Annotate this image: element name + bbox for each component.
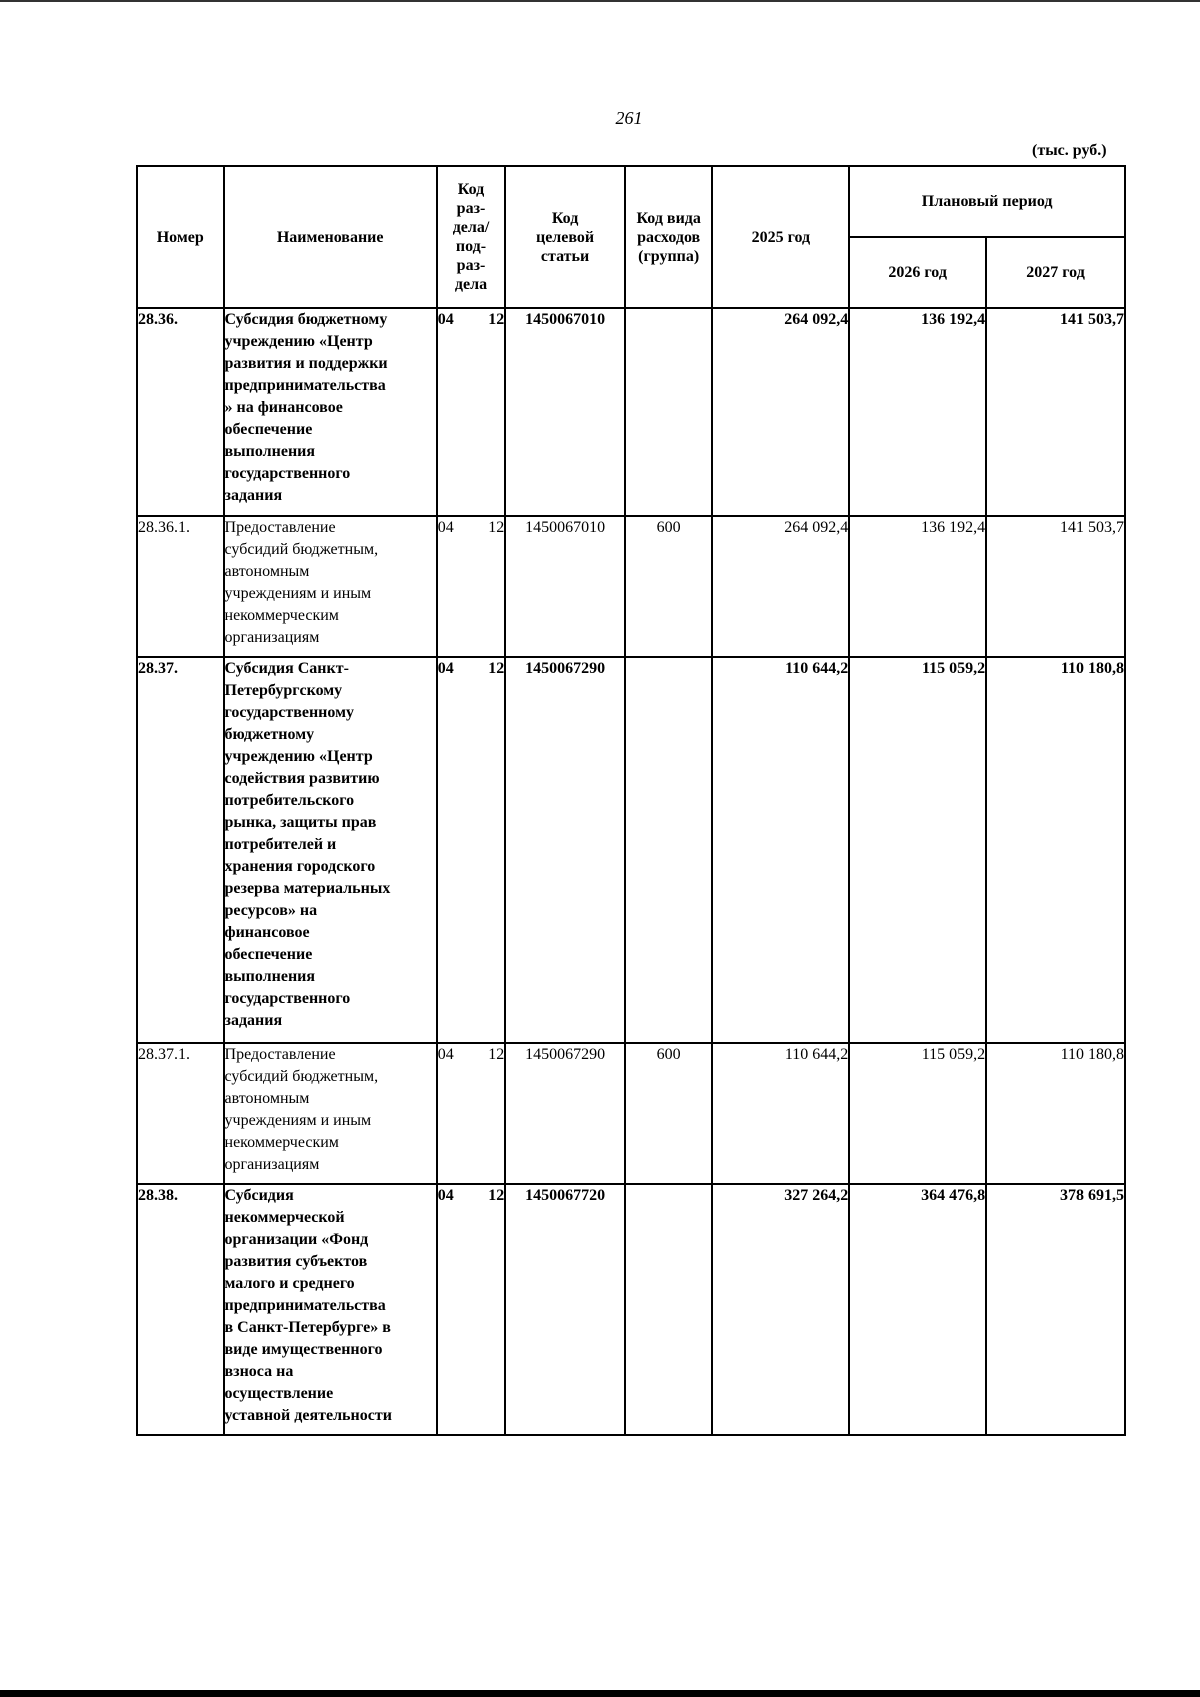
table-body [137, 308, 1125, 1435]
row-expense-kind [625, 657, 713, 1043]
row-amount-2026: 364 476,8 [849, 1184, 986, 1435]
scan-edge-top [0, 0, 1200, 2]
row-amount-2025: 264 092,4 [712, 308, 849, 516]
row-section-code [437, 516, 505, 657]
row-subsection: 12 [488, 311, 505, 328]
scan-edge-bottom [0, 1690, 1200, 1697]
row-name [224, 657, 437, 1043]
row-amount-2025: 110 644,2 [712, 1043, 849, 1184]
row-expense-kind [625, 1184, 713, 1435]
row-number: 28.37. [137, 657, 224, 1043]
row-target-code: 1450067290 [505, 657, 625, 1043]
header-year-2026: 2026 год [849, 237, 986, 308]
header-expense-kind: Код вида расходов (группа) [625, 166, 713, 308]
row-amount-2027: 141 503,7 [986, 308, 1125, 516]
page-number: 261 [615, 108, 643, 128]
row-amount-2027: 378 691,5 [986, 1184, 1125, 1435]
header-name: Наименование [224, 166, 437, 308]
row-subsection: 12 [488, 1046, 505, 1063]
table-row [137, 308, 1125, 516]
row-amount-2027: 141 503,7 [986, 516, 1125, 657]
row-amount-2027: 110 180,8 [986, 657, 1125, 1043]
row-amount-2025: 264 092,4 [712, 516, 849, 657]
table-row [137, 657, 1125, 1043]
row-number: 28.36.1. [137, 516, 224, 657]
row-subsection: 12 [488, 660, 505, 677]
row-name [224, 308, 437, 516]
header-section-code: Код раз- дела/ под- раз- дела [437, 166, 505, 308]
row-expense-kind [625, 308, 713, 516]
row-target-code: 1450067290 [505, 1043, 625, 1184]
row-target-code: 1450067010 [505, 308, 625, 516]
table-header [137, 166, 1125, 308]
row-section-code [437, 1043, 505, 1184]
row-section: 04 [437, 519, 454, 536]
header-target-code: Код целевой статьи [505, 166, 625, 308]
row-expense-kind: 600 [625, 1043, 713, 1184]
row-amount-2025: 110 644,2 [712, 657, 849, 1043]
units-label: (тыс. руб.) [1032, 142, 1107, 159]
budget-table [136, 165, 1126, 1436]
row-name-text: Субсидия некоммерческой организации «Фонд развития субъектов малого и среднего предпринимательства в Санкт-Петербурге» в виде имущественного взноса на осуществление уставной деятельности [224, 1187, 392, 1424]
header-number: Номер [137, 166, 224, 308]
row-name-text: Предоставление субсидий бюджетным, автономным учреждениям и иным некоммерческим организациям [224, 1046, 379, 1173]
row-amount-2027: 110 180,8 [986, 1043, 1125, 1184]
table-row [137, 1184, 1125, 1435]
row-name-text: Субсидия бюджетному учреждению «Центр развития и поддержки предпринимательства » на финансовое обеспечение выполнения государственного задания [224, 311, 388, 504]
row-section-code [437, 308, 505, 516]
row-name-text: Субсидия Санкт- Петербургскому государственному бюджетному учреждению «Центр содействия развитию потребительского рынка, защиты прав потребителей и хранения городского резерва материальных ресурсов» на финансовое обеспечение выполнения государственного задания [224, 660, 391, 1029]
table-row [137, 516, 1125, 657]
row-name-text: Предоставление субсидий бюджетным, автономным учреждениям и иным некоммерческим организациям [224, 519, 379, 646]
row-amount-2026: 115 059,2 [849, 1043, 986, 1184]
row-number: 28.37.1. [137, 1043, 224, 1184]
row-subsection: 12 [488, 1187, 505, 1204]
header-year-2027: 2027 год [986, 237, 1125, 308]
row-number: 28.36. [137, 308, 224, 516]
row-target-code: 1450067720 [505, 1184, 625, 1435]
row-expense-kind: 600 [625, 516, 713, 657]
row-amount-2026: 115 059,2 [849, 657, 986, 1043]
row-section: 04 [437, 1046, 454, 1063]
row-subsection: 12 [488, 519, 505, 536]
row-name [224, 516, 437, 657]
row-number: 28.38. [137, 1184, 224, 1435]
row-section: 04 [437, 660, 454, 677]
row-amount-2026: 136 192,4 [849, 308, 986, 516]
header-planned-period: Плановый период [849, 166, 1125, 237]
row-target-code: 1450067010 [505, 516, 625, 657]
table-row [137, 1043, 1125, 1184]
row-section-code [437, 657, 505, 1043]
row-amount-2026: 136 192,4 [849, 516, 986, 657]
header-year-2025: 2025 год [712, 166, 849, 308]
row-name [224, 1043, 437, 1184]
row-section: 04 [437, 1187, 454, 1204]
row-amount-2025: 327 264,2 [712, 1184, 849, 1435]
row-section-code [437, 1184, 505, 1435]
row-name [224, 1184, 437, 1435]
row-section: 04 [437, 311, 454, 328]
